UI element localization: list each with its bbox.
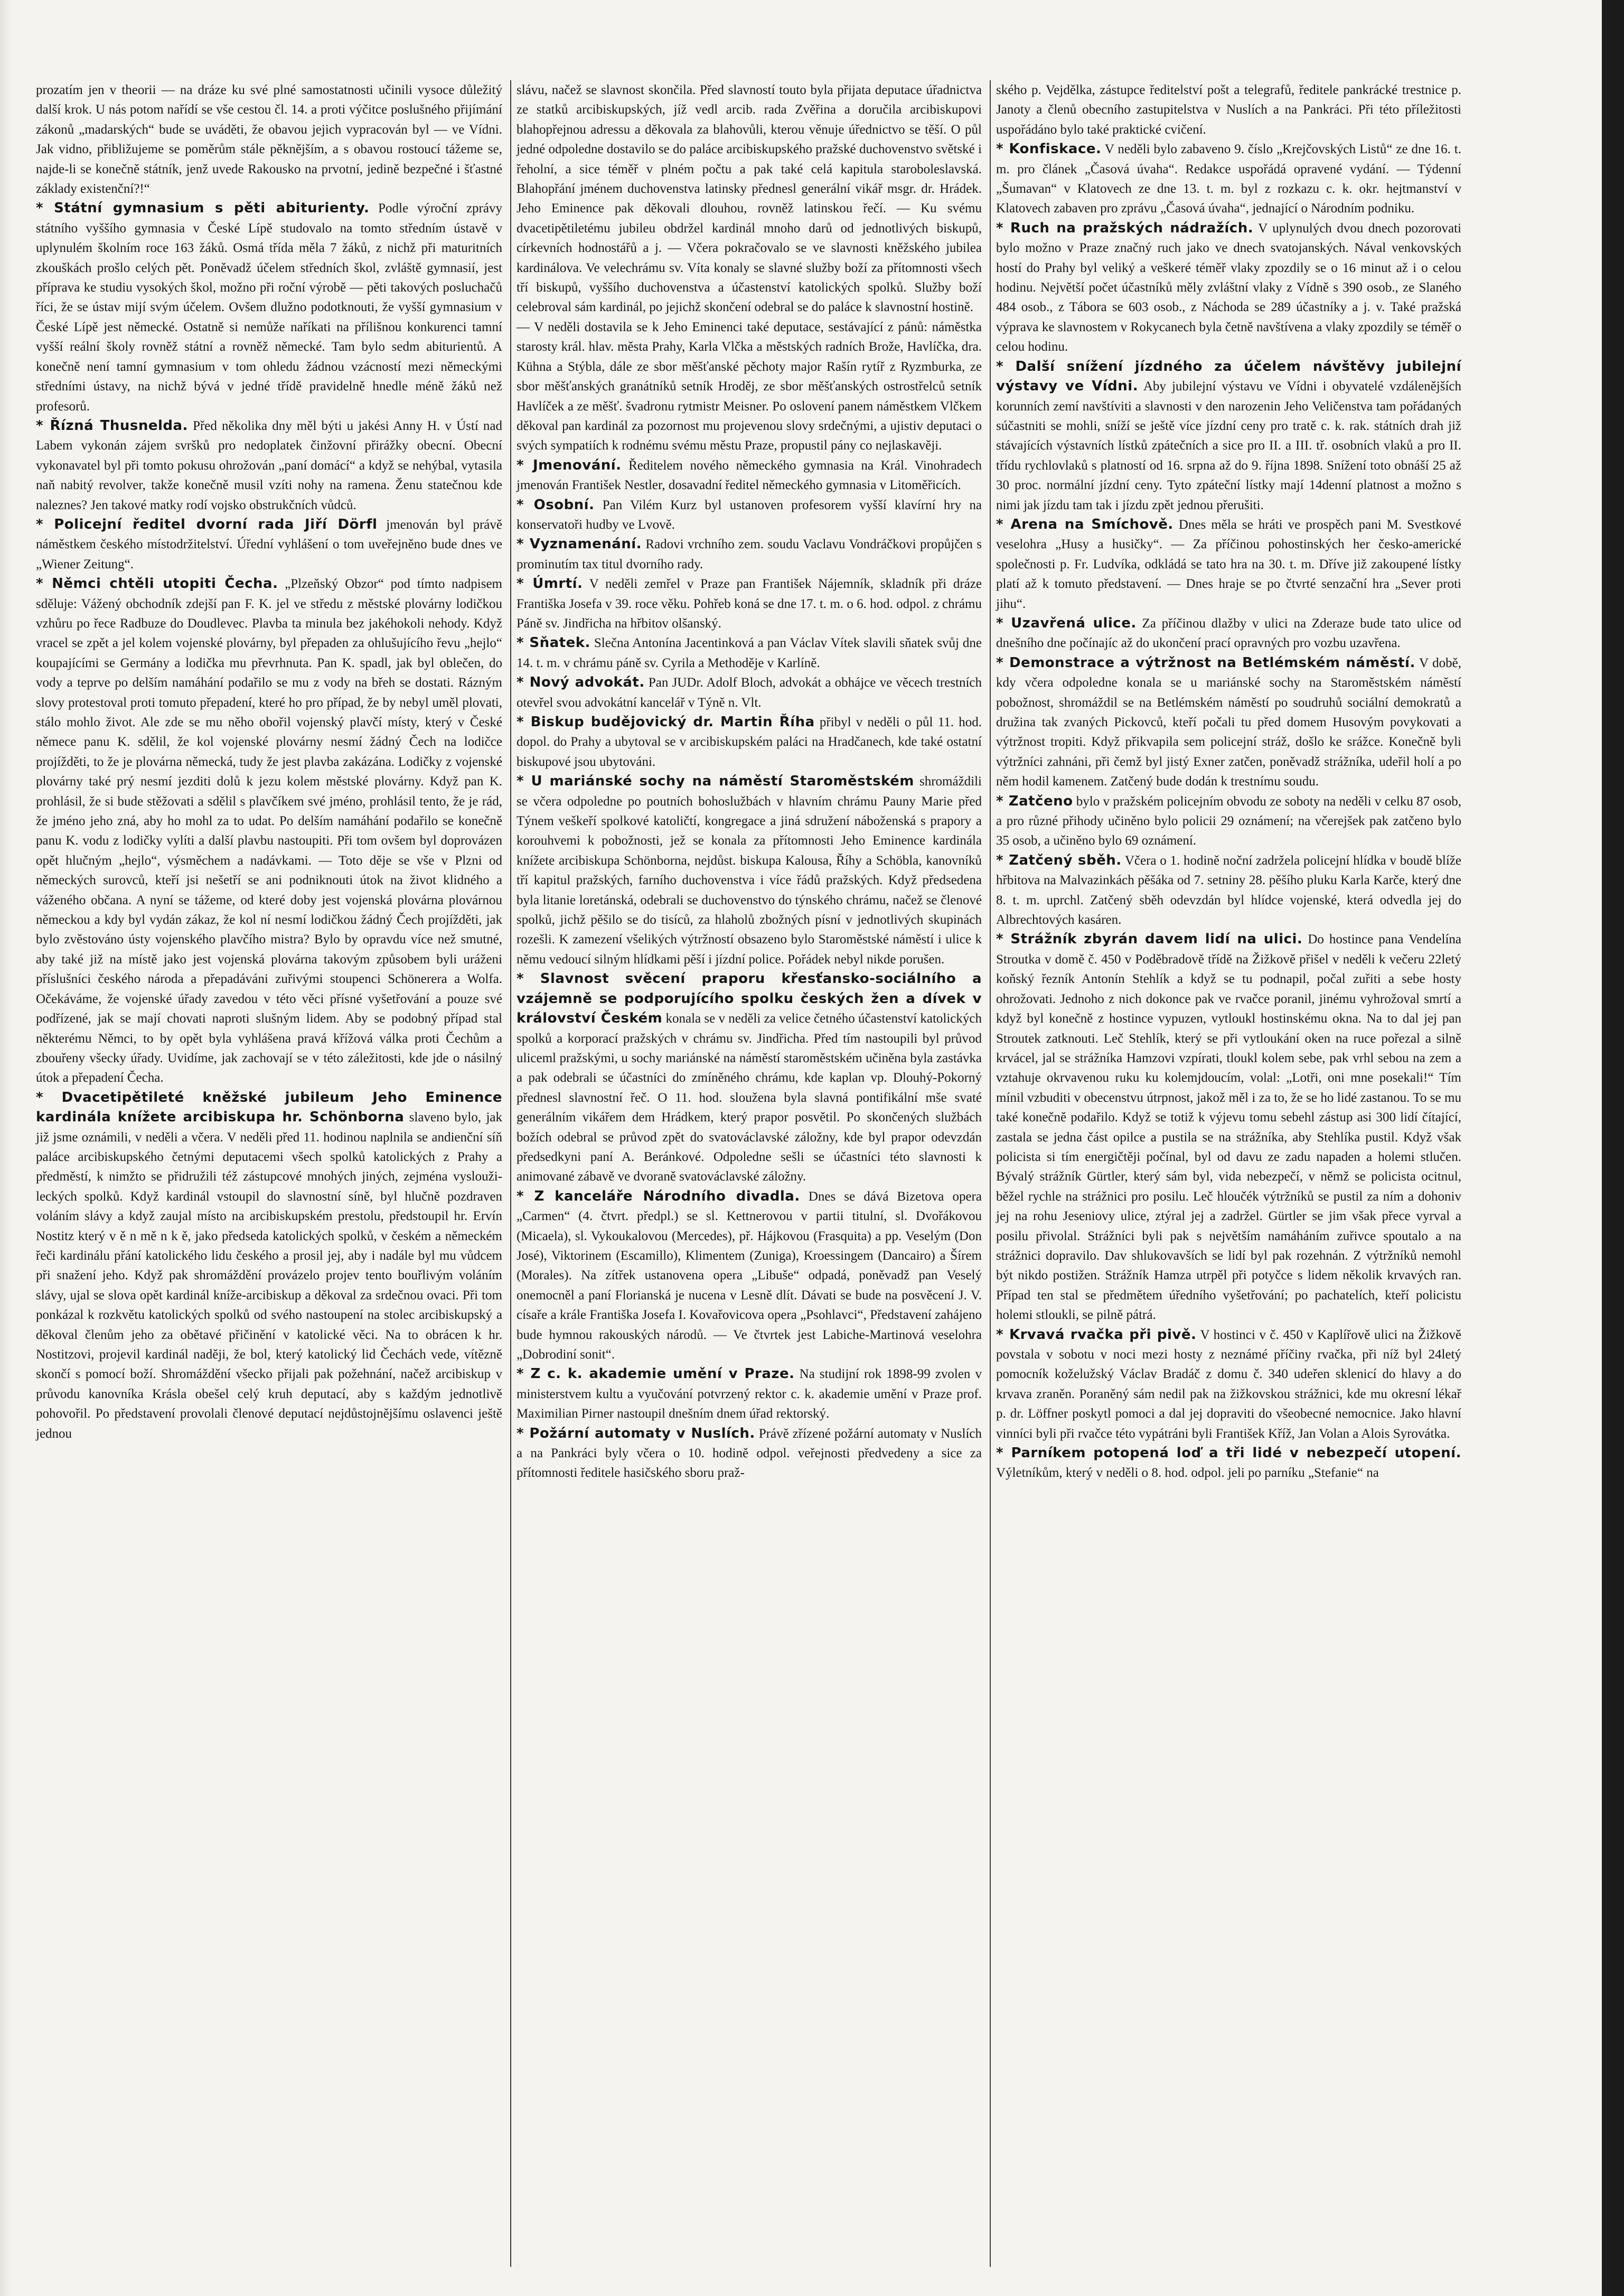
- article-heading: * Dvacetipětileté kněžské jubileum Jeho Eminence kardinála knížete arcibiskupa hr. Schönborna: [36, 1089, 502, 1126]
- article-heading: * Nový advokát.: [517, 674, 645, 691]
- column-right: [990, 80, 1467, 2267]
- article-text: Za příčinou dlažby v ulici na Zderaze bude tato ulice od dnešního dne počínajíc až do ukončení prací opravných pro vozbu uzavřena.: [996, 616, 1461, 651]
- article-text: Pan JUDr. Adolf Bloch, advokát a obhájce ve věcech trestních otevřel svou advokátní kancelář v Týně n. Vlt.: [517, 676, 982, 710]
- article-heading: * Demonstrace a výtržnost na Betlémském náměstí.: [996, 654, 1415, 671]
- article-text: Před několika dny měl býti u jakési Anny H. v Ústí nad Labem vykonán zájem svršků pro nedoplatek činžovní přirážky obecní. Obecní vykonavatel byl při tomto pokusu ohrožován „paní domácí“ a když se nehýbal, vytasila naň nabitý revolver, takže konečně musil vzíti nohy na ramena. Ženu statečnou kde naleznes? Jen takové matky rodí vojsko obstrukčních vůdců.: [36, 418, 503, 512]
- article-heading: * Zatčený sběh.: [996, 852, 1122, 868]
- article-paragraph: [996, 930, 1461, 1325]
- newspaper-columns: [31, 80, 1467, 2267]
- article-text: Ředitelem nového německého gymnasia na Král. Vinohradech jmenován František Nestler, dosavadní ředitel německého gymnasia v Litoměřicích.: [517, 458, 982, 493]
- article-text: ského p. Vejdělka, zástupce ředitelství pošt a telegrafů, ředitele pankrácké trestnice p. Janoty a členů obecního zastupitelstva v Nuslích a na Pankráci. Při této příležitosti uspořádáno bylo také praktické cvičení.: [996, 83, 1461, 137]
- article-paragraph: [996, 1444, 1461, 1483]
- article-paragraph: [996, 614, 1461, 653]
- page-left-shadow: [0, 0, 12, 2296]
- article-heading: * Arena na Smíchově.: [996, 516, 1174, 532]
- column-left: [31, 80, 508, 2267]
- article-heading: * Biskup budějovický dr. Martin Říha: [517, 714, 815, 730]
- article-text: Dnes měla se hráti ve prospěch pani M. Svestkové veselohra „Husy a husičky“. — Za příčinou pohostinských her česko-americké společnosti p. Fr. Ludvíka, odkládá se tato hra na 30. t. m. Dříve již zakoupené lístky platí až k tomuto představení. — Dnes hraje se po čtvrté senzační hra „Sever proti jihu“.: [996, 517, 1461, 611]
- article-paragraph: [36, 416, 502, 515]
- article-paragraph: [517, 633, 982, 673]
- article-text: slávu, načež se slavnost skončila. Před slavností touto byla přijata deputace úřadnictva ze statků arcibiskupských, jíž vedl arcib. rada Zvěřina a doručila arcibiskupovi blahopřejnou adressu a děkovala za blahovůli, kterou věnuje úřednictvo se těší. O půl jedné odpoledne dostavilo se do paláce arcibiskupského pražské duchovenstvo světské i řeholní, a sice téměř v plném počtu a pak také celá kapitula staroboleslavská. Blahopřání jménem duchovenstva latinsky přednesl generální vikář msgr. dr. Hrádek. Jeho Eminence pak děkovali dlouhou, rovněž latinskou řečí. — Ku svému dvacetipětiletému jubileu obdržel kardinál mnoho darů od jednotlivých biskupů, církevních hodnostářů a j. — Včera pokračovalo se ve slavnosti kněžského jubilea kardinálova. Ve velechrámu sv. Víta konaly se slavné služby boží za přítomnosti všech tří biskupů, vyššího duchovenstva a účastenství katolických spolků. Služby boží celebroval sám kardinál, po jejichž skončení odebral se do paláce k slavnostní hostině.: [517, 83, 982, 315]
- article-text: Dnes se dává Bizetova opera „Carmen“ (4. čtvrt. předpl.) se sl. Kettnerovou v partii titulní, sl. Dvořákovou (Micaela), sl. Vykoukalovou (Mercedes), př. Hájkovou (Frasquita) a pp. Veselým (Don José), Viktorinem (Escamillo), Klimentem (Zuniga), Kroessingem (Dancairo) a Šírem (Morales). Na zítřek ustanovena opera „Libuše“ odpadá, poněvadž pan Veselý onemocněl a paní Florianská je nucena v Lesně dlít. Dávati se bude na posvěcení J. V. císaře a krále Františka Josefa I. Kovařovicova opera „Psohlavci“, Představení zahájeno bude hymnou rakouských národů. — Ve čtvrtek jest Labiche-Martinová veselohra „Dobrodiní sonit“.: [517, 1189, 982, 1362]
- article-text: slaveno bylo, jak již jsme oznámili, v neděli a včera. V neděli před 11. hodinou naplnila se andienční síň paláce arcibiskupského četnými deputacemi všech spolků katolických z Prahy a předměstí, k nimžto se přidružili též zástupcové mnohých jiných, zejména vysloužileckých spolků. Když kardinál vstoupil do slavnostní síně, byl hlučně pozdraven voláním slávy a když zaujal místo na arcibiskupském prestolu, předstoupil hr. Ervín Nostitz který v ě n mě n k ě, jako předseda katolických spolků, v českém a německém řeči kardinálu přání katolického lidu českého a prosil jej, aby i nadále byl mu vůdcem při snažení jeho. Když pak shromáždění provázelo projev tento bouřlivým voláním slávy, ujal se slova opět kardinál kníže-arcibiskup a děkoval za srdečnou ovaci. Při tom ponkázal k rozkvětu katolických spolků od svého nastoupení na stolec arcibiskupský a děkoval členům jeho za obětavé přičinění v katolické věci. Na to obrácen k hr. Nostitzovi, projevil kardinál naději, že bol, který katolický lid Čechách vede, vítězně skončí s pomocí boží. Shromáždění všecko přijali pak požehnání, načež arcibiskup v průvodu kanovníka Krásla obešel celý kruh deputací, aby s každým jednotlivě pohovořil. Po představení provolali členové deputací nejdůstojnějšímu oslavenci ještě jednou: [36, 1110, 503, 1441]
- article-text: „Plzeňský Obzor“ pod tímto nadpisem sděluje: Vážený obchodník zdejší pan F. K. jel ve středu z městské plovárny lodičkou vzhůru po řece Radbuze do Doudlevec. Plavba ta minula bez jakéhokoli nehody. Když vracel se zpět a jel kolem vojenské plovárny, byl přepaden za ohlušujícího řevu „hejlo“ koupajícími se Germány a lodička mu převrhnuta. Pan K. spadl, jak byl oblečen, do vody a teprve po delším namáhání podařilo se mu z vody na břeh se dostati. Rázným slovy protestoval proti tomuto přepadení, které ho pro případ, že by nebyl uměl plovati, stálo mohlo život. Ale zde se mu něho obořil vojenský plavčí místy, který v České němece panu K. sdělil, že kol vojenské plovárny nesmí žádný Čech na lodičce projížděti, to že je plovárna německá, tudy že jest plavba zakázána. Lodičky z vojenské plovárny také prý nesmí jezditi dolů k jezu kolem městské plovárny. Když pan K. prohlásil, že si bude stěžovati a sdělil s plavčíkem své jméno, prohlásil tento, že je rád, že jméno jeho zná, aby ho mohl za to udat. Po delším namáhání podařilo se konečně panu K. vodu z lodičky vylíti a další plavbu nastoupiti. Při tom ovšem byl doprovázen opět hlučným „hejlo“, výsměchem a nadávkami. — Toto děje se vše v Plzni od německých surovců, kteří jsi nešetří se ani podniknouti útok na život klidného a váženého občana. A nyní se tážeme, od které doby jest vojenská plovárna plovárnou německou a kdy byl vydán zákaz, že kol ní nesmí lodičkou žádný Čech projížděti, jak bylo zvěstováno ústy vojenského plavčího mistra? Bylo by opravdu více než smutné, aby také již na místě jako jest vojenská plovárna takovým způsobem byli uráženi příslušníci českého národa a přepadáváni zuřivými stoupenci Schönerera a Wolfa. Očekáváme, že vojenské úřady zavedou v této věci přísné vyšetřování a pouze své podřízené, jak se mají chovati naproti slušným lidem. Aby se podobný případ stal některému Němci, to by opět byla vyhlášena pravá křížová válka proti Čechům a zbouřeny všecky úřady. Uvidíme, jak zachovají se v této záležitosti, kde jde o násilný útok a přepadení Čecha.: [36, 577, 502, 1085]
- article-paragraph: [36, 515, 502, 574]
- article-heading: * Řízná Thusnelda.: [36, 417, 188, 434]
- article-text: V hostinci v č. 450 v Kaplířově ulici na Žižkově povstala v sobotu v noci mezi hosty z neznámé příčiny rvačka, při níž byl 24letý pomocník koželužský Václav Bradáč z domu č. 340 udeřen sklenicí do hlavy a do krvava zraněn. Poraněný sám nedil pak na žižkovskou strážnici, kde mu okresní lékař p. dr. Löffner poskytl pomoci a dal jej dopraviti do všeobecné nemocnice. Jako hlavní vinníci byli při rvačce této vypátráni byli František Kříž, Jan Volan a Alois Syrovátka.: [996, 1327, 1461, 1441]
- column-middle: [510, 80, 987, 2267]
- article-text: Slečna Antonína Jacentinková a pan Václav Vítek slavili sňatek svůj dne 14. t. m. v chrámu páně sv. Cyrila a Methoděje v Karlíně.: [517, 636, 982, 670]
- article-heading: * Úmrtí.: [517, 576, 583, 592]
- article-text: V neděli zemřel v Praze pan František Nájemník, skladník při dráze Františka Josefa v 39. roce věku. Pohřeb koná se dne 17. t. m. o 6. hod. odpol. z chrámu Páně sv. Jindřicha na hřbitov olšanský.: [517, 577, 982, 631]
- article-paragraph: [36, 1088, 502, 1444]
- article-heading: * U mariánské sochy na náměstí Staroměstském: [517, 773, 914, 790]
- article-paragraph: [517, 535, 982, 574]
- article-paragraph: [517, 713, 982, 772]
- article-text: Pan Vilém Kurz byl ustanoven profesorem vyšší klavírní hry na konservatoři hudby ve Lvově.: [517, 498, 982, 532]
- article-heading: * Státní gymnasium s pěti abiturienty.: [36, 200, 370, 217]
- article-paragraph: [996, 515, 1461, 614]
- article-paragraph: [517, 80, 982, 317]
- article-paragraph: [996, 792, 1461, 851]
- article-text: Výletníkům, který v neděli o 8. hod. odpol. jeli po parníku „Stefanie“ na: [996, 1466, 1379, 1480]
- article-paragraph: [996, 80, 1461, 139]
- article-heading: * Z kanceláře Národního divadla.: [517, 1188, 800, 1204]
- article-paragraph: [517, 1364, 982, 1423]
- article-text: V době, kdy včera odpoledne konala se u mariánské sochy na Staroměstském náměstí pobožnost, shromáždil se na Betlémském náměstí po soudruhů sociální demokratů a družina tak zvaných Pickovců, kteří počali tu před domem Husovým povykovati a výtržnost tropiti. Když přikvapila sem policejní stráž, došlo ke srážce. Konečně byli výtržníci zahnáni, při čemž byl jistý Exner zatčen, poněvadž strážníka, udeřil holí a po něm hodil kamenem. Zatčený bude dodán k trestnímu soudu.: [996, 655, 1461, 789]
- article-paragraph: [517, 673, 982, 713]
- article-paragraph: [996, 219, 1461, 357]
- article-heading: * Strážník zbyrán davem lidí na ulici.: [996, 931, 1303, 948]
- article-heading: * Sňatek.: [517, 635, 590, 651]
- article-text: V uplynulých dvou dnech pozorovati bylo možno v Praze značný ruch jako ve dnech svatojanských. Nával venkovských hostí do Prahy byl veliký a veškeré téměř vlaky zpozdily se o 16 minut až i o celou hodinu. Největší počet účastníků měly zvláštní vlaky z Vídně s 390 osob., ze Slaného 484 osob., z Tábora se 603 osob., z Náchoda se 289 účastníky a j. v. Také pražská výprava ke slavnostem v Rokycanech byla četně navštívena a vlaky zpozdily se téměř o celou hodinu.: [996, 221, 1461, 354]
- article-text: shromáždili se včera odpoledne po poutních bohoslužbách v hlavním chrámu Pauny Marie před Týnem veškeří spolkové katoličtí, kongregace a jiná sdružení náboženská s prapory a korouhvemi k pobožnosti, jež se konala za přítomnosti Jeho Eminence kardinála knížete arcibiskupa Schönborna, nejdůst. biskupa Kalousa, Říhy a Schöbla, kanovníků tří kapitul pražských, farního duchovenstva i více řádů pražských. Když předsedena byla litanie loretánská, odebrali se duchovenstvo do týnského chrámu, načež se členové spolků, jichž pěšilo se do tisíců, za hlaholů zbožných písní v jednotlivých skupinách rozešli. K zamezení všelikých výtržností obsazeno bylo Staroměstské náměstí i ulice k němu vedoucí silným hlídkami pěší i jízdní police. Pořádek nebyl nikde porušen.: [517, 774, 982, 967]
- article-heading: * Zatčeno: [996, 793, 1073, 809]
- article-heading: * Policejní ředitel dvorní rada Jiří Dörfl: [36, 516, 378, 532]
- article-text: Na studijní rok 1898-99 zvolen v ministerstvem kultu a vyučování potvrzený rektor c. k. akademie umění v Praze prof. Maximilian Pirner nastoupil dnešním dnem úřad rektorský.: [517, 1367, 982, 1421]
- article-paragraph: [517, 495, 982, 535]
- article-text: Radovi vrchního zem. soudu Vaclavu Vondráčkovi propůjčen s prominutím tax titul dvorního rady.: [517, 537, 982, 571]
- article-paragraph: [996, 851, 1461, 930]
- article-heading: * Vyznamenání.: [517, 536, 642, 552]
- article-heading: * Z c. k. akademie umění v Praze.: [517, 1366, 795, 1382]
- article-heading: * Osobní.: [517, 496, 595, 513]
- article-heading: * Ruch na pražských nádražích.: [996, 220, 1254, 236]
- article-text: jmenován byl právě náměstkem českého místodržitelství. Úřední vyhlášení o tom uveřejněno bude dnes ve „Wiener Zeitung“.: [36, 517, 502, 571]
- article-paragraph: [36, 574, 502, 1088]
- article-text: prozatím jen v theorii — na dráze ku své plné samostatnosti učinili vysoce důležitý další krok. U nás potom nařídí se vše cestou čl. 14. a proti výčitce poslušného přijímání zákonů „madarských“ bude se uváděti, že obavou jejich vypracován byl — ve Vídni. Jak vidno, přibližujeme se poměrům stále pěknějším, a s obavou rostoucí tážeme se, najde-li se konečně státník, jenž uvede Rakousko na prvotní, jedině bezpečné i šťastné základy existenční?!“: [36, 83, 502, 196]
- article-paragraph: [996, 357, 1461, 515]
- article-paragraph: [517, 456, 982, 495]
- article-heading: * Slavnost svěcení praporu křesťansko-sociálního a vzájemně se podporujícího spolku českých žen a dívek v království Českém: [517, 971, 982, 1027]
- page-right-edge: [1602, 0, 1624, 2296]
- article-heading: * Parníkem potopená loď a tři lidé v nebezpečí utopení.: [996, 1445, 1461, 1461]
- article-paragraph: [996, 1325, 1461, 1444]
- article-text: Do hostince pana Vendelína Stroutka v domě č. 450 v Poděbradově třídě na Žižkově přišel v neděli k večeru 22letý koňský řezník Antonín Stehlík a když se tu podnapil, počal zuřiti a sebe hosty ohrožovati. Jednoho z nich dokonce pak ve rvačce poranil, jinému vyhrožoval smrtí a když byl konečně z hostince vypuzen, vytloukl hostinskému okna. Na to dal jej pan Stroutek zatknouti. Leč Stehlík, který se při vytloukání oken na ruce pořezal a silně krvácel, jal se strážníka Hamzovi vzpírati, tloukl kolem sebe, pak vrhl sebou na zem a vztahuje okrvavenou ruku ku kolemjdoucím, volal: „Lotři, oni mne posekali!“ Tím mínil vzbuditi v obecenstvu útrpnost, jakož měl i za to, že se ho lidé zastanou. To se mu také konečně podařilo. Když se totiž k výjevu tomu sebehl zástup asi 300 lidí čítající, zastala se jedna část opilce a pustila se na strážníka, aby Stehlíka pustil. Když však policista si tím energičtěji počínal, byl od davu ze zadu napaden a holemi stlučen. Bývalý strážník Gürtler, který sám byl, vida nebezpečí, v němž se policista ocitnul, běžel rychle na strážnici pro posilu. Leč hloučék výtržníků se pustil za ním a dohoniv jej na rohu Jeseniovy ulice, ztýral jej a zadržel. Gürtler se jim však přece vyrval a posilu přivolal. Strážníci byli pak s největším namáháním zuřivce spoutalo a na strážnici dopravilo. Dav shlukovavších se lidí byl pak rozehnán. Z výtržníků nemohl být nikdo postižen. Strážník Hamza utrpěl při potyčce s lidem několik krvavých ran. Případ ten stal se předmětem úředního vyšetřování; po pachatelích, kteří policistu holemi stloukli, se pilně pátrá.: [996, 932, 1461, 1323]
- article-paragraph: [996, 653, 1461, 792]
- article-paragraph: [517, 969, 982, 1186]
- article-text: Aby jubilejní výstavu ve Vídni i obyvatelé vzdálenějších korunních zemí navštíviti a slavnosti v den narozenin Jeho Veličenstva tam pořádaných súčastniti se mohli, sníží se ještě více jízdní ceny pro tratě c. k. rak. státních drah již stávajících výstavních lístků zpátečních a sice pro II. a III. tř. osobních vlaků a pro II. třídu rychlovlaků s platností od 16. srpna až do 9. října 1898. Snížení toto obnáší 25 až 30 proc. normální jízdní ceny. Tyto zpáteční lístky mají 14denní platnost a možno s nimi jak jízdu tam tak i jízdu zpět jednou přerušiti.: [996, 379, 1461, 512]
- article-heading: * Další snížení jízdného za účelem návštěvy jubilejní výstavy ve Vídni.: [996, 358, 1461, 395]
- article-paragraph: [517, 772, 982, 969]
- article-text: konala se v neděli za velice četného účastenství katolických spolků a korporací pražských v chrámu sv. Jindřicha. Před tím nastoupili byl průvod uliceml pražskými, u sochy mariánské na náměstí staroměstském učiněna byla zastávka a pak odebrali se účastníci do zmíněného chrámu, kde kaplan vp. Dlouhý-Pokorný přednesl slavnostní řeč. O 11. hod. sloužena byla slavná pontifikální mše svaté generálním vikářem dem Hrádkem, který prapor posvětil. Po skončených službách božích odebral se průvod zpět do svatováclavské záložny, kde byl prapor odevzdán předsedkyni paní A. Beránkové. Odpoledne sešli se účastníci této slavnosti k animované zábavě ve dvoraně svatováclavské záložny.: [517, 1011, 982, 1184]
- article-heading: * Konfiskace.: [996, 141, 1102, 157]
- article-paragraph: [36, 80, 502, 199]
- article-text: Včera o 1. hodině noční zadržela policejní hlídka v boudě blíže hřbitova na Malvazinkách pěšáka od 7. setniny 28. pěšího pluku Karla Karče, který dne 8. t. m. uprchl. Zatčený sběh odevzdán byl hlídce vojenské, která odvedla jej do Albrechtových kasáren.: [996, 853, 1461, 927]
- article-paragraph: [996, 139, 1461, 219]
- article-heading: * Krvavá rvačka při pivě.: [996, 1326, 1197, 1343]
- article-text: V neděli bylo zabaveno 9. číslo „Krejčovských Listů“ ze dne 16. t. m. pro článek „Časová úvaha“. Redakce uspořádá opravené vydání. — Týdenní „Šumavan“ v Klatovech ze dne 13. t. m. byl z rozkazu c. k. okr. hejtmanství v Klatovech zabaven pro zprávu „Časová úvaha“, jednající o Národním podniku.: [996, 142, 1461, 216]
- article-heading: * Němci chtěli utopiti Čecha.: [36, 576, 278, 592]
- article-heading: * Jmenování.: [517, 457, 622, 473]
- article-text: Podle výroční zprávy státního vyššího gymnasia v České Lípě studovalo na tomto středním ústavě v uplynulém školním roce 163 žáků. Osmá třída měla 7 žáků, z nichž při maturitních zkouškách prošlo celých pět. Poněvadž účelem středních škol, zvláště gymnasií, jest příprava ke studiu vysokých škol, možno při roční výrobě — pěti takových posluchačů říci, že se ústav mijí svým účelem. Ovšem dlužno podotknouti, že vyšší gymnasium v České Lípě jest německé. Ostatně si nemůže naříkati na přílišnou konkurenci tamní vyšší reální školy rovněž státní a rovněž německé. Tam bylo sedm abiturientů. A konečně není tamní gymnasium v tom ohledu žádnou vzácností mezi německými středními ústavy, na nichž bývá v jedné třídě pravidelně hnedle méně žáků než profesorů.: [36, 201, 502, 414]
- article-paragraph: [36, 199, 502, 416]
- article-text: Právě zřízené požární automaty v Nuslích a na Pankráci byly včera o 10. hodině odpol. veřejnosti předvedeny a sice za přítomnosti ředitele hasičského sboru praž-: [517, 1426, 982, 1480]
- article-paragraph: [517, 574, 982, 633]
- article-paragraph: [517, 1424, 982, 1483]
- article-heading: * Požární automaty v Nuslích.: [517, 1425, 755, 1441]
- article-text: bylo v pražském policejním obvodu ze soboty na neděli v celku 87 osob, a pro různé přihody učiněno bylo policii 29 oznámení; na včerejšek pak zatčeno bylo 35 osob, a učiněno bylo 69 oznámení.: [996, 794, 1461, 848]
- article-text: — V neděli dostavila se k Jeho Eminenci také deputace, sestávající z pánů: náměstka starosty král. hlav. města Prahy, Karla Vlčka a městských radních Brože, Havlíčka, dra. Kühna a Stýbla, dále ze sbor měšťanské pěchoty major Rašín rytíř z Ryzmburka, ze sbor měšťanských granátníků setník Hroděj, ze sbor měšťanských ostrostřelců setník Havlíček a ze měšť. švadronu rytmistr Meisner. Po oslovení panem náměstkem Vlčkem děkoval pan kardinál za pozornost mu projevenou slovy srdečnými, a ujistiv deputaci o svých sympatiích k rodnému svému městu Praze, propustil pány co nejlaskavěji.: [517, 320, 982, 453]
- article-heading: * Uzavřená ulice.: [996, 615, 1137, 631]
- article-paragraph: [517, 1187, 982, 1365]
- article-text: přibyl v neděli o půl 11. hod. dopol. do Prahy a ubytoval se v arcibiskupském paláci na Hradčanech, kde také ostatní biskupové jsou ubytováni.: [517, 715, 982, 769]
- article-paragraph: [517, 317, 982, 456]
